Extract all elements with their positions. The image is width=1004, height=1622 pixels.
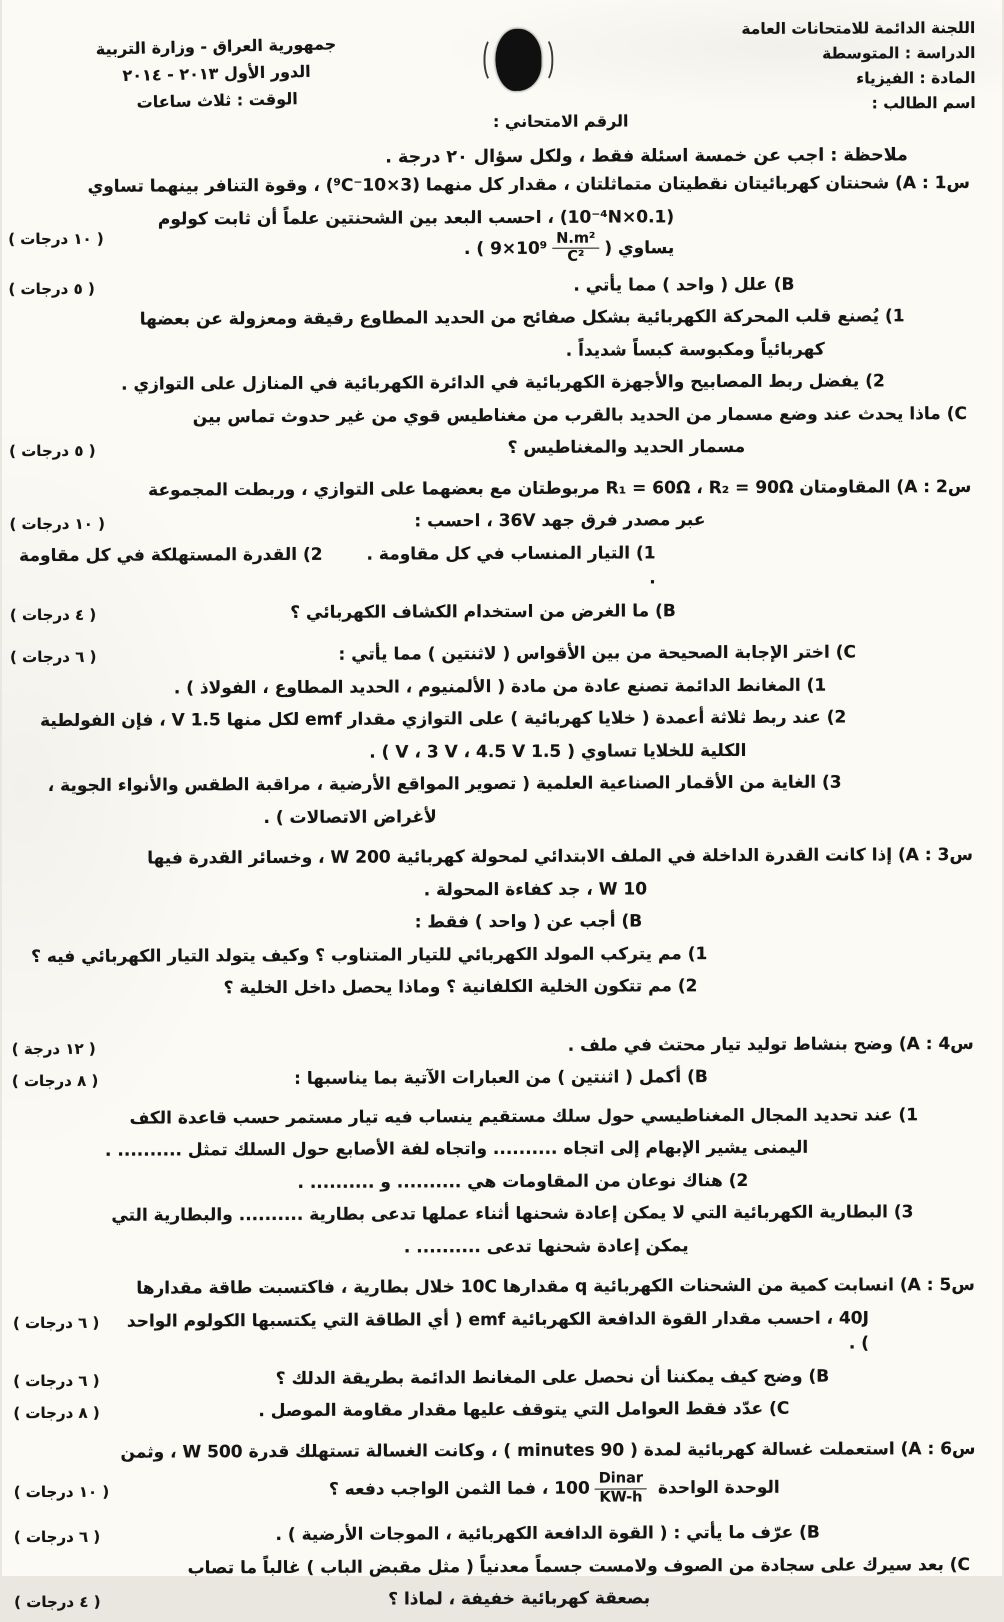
q5-b-marks: ( ٦ درجات ): [13, 1371, 100, 1390]
seal-stamp-icon: [486, 24, 550, 96]
q3-b-item2-text: 2) مم تتكون الخلية الكلفانية ؟ وماذا يحصل داخل الخلية ؟: [223, 976, 698, 999]
q1-c-line2: [1, 434, 1001, 471]
unit-price-value: 100: [554, 1478, 590, 1499]
q6-a-line2-question: ، فما الثمن الواجب دفعه ؟: [328, 1478, 549, 1500]
header-committee-block: [655, 16, 975, 118]
q5-c-marks: ( ٨ درجات ): [13, 1404, 100, 1423]
exam-time: الوقت : ثلاث ساعات: [136, 89, 298, 113]
q1-c-marks: ( ٥ درجات ): [9, 442, 96, 461]
q2-a-line2: [1, 507, 1001, 544]
q5-a-line2: [5, 1306, 1004, 1368]
q1-b-text: B) علل ( واحد ) مما يأتي .: [573, 274, 795, 296]
q1-a-line1-text: س1 : A) شحنتان كهربائيتان نقطيتان متماثلتان ، مقدار كل منهما (3×10⁻⁹C) ، وقوة التنافر بينهما تساوي: [87, 172, 971, 197]
q1-a-line2-lead: (0.1×10⁻⁴N) ، احسب البعد بين الشحنتين علماً أن ثابت كولوم يساوي: [157, 206, 675, 259]
q2-c-item1-text: 1) المغانط الدائمة تصنع عادة من مادة ( الألمنيوم ، الحديد المطاوع ، الفولاذ ) .: [173, 675, 827, 699]
student-name-label: اسم الطالب :: [871, 94, 976, 113]
q2-c-line: [2, 640, 1002, 677]
q1-b-item1-line1: [1, 304, 1001, 341]
header-center-block: [381, 17, 655, 131]
q6-a-marks: ( ١٠ درجات ): [13, 1482, 110, 1502]
q3-a-line2: [3, 876, 1003, 913]
dinar-per-kwh-fraction: [595, 1471, 647, 1507]
committee-name: اللجنة الدائمة للامتحانات العامة: [741, 18, 976, 38]
q2-a-marks: ( ١٠ درجات ): [9, 515, 106, 534]
fraction-numerator: Dinar: [595, 1471, 647, 1490]
exam-sheet: [2, 0, 1002, 1612]
q3-b-line: [3, 908, 1003, 945]
q1-b-item2-line: [1, 369, 1001, 406]
q4-a-marks: ( ١٢ درجة ): [11, 1039, 96, 1058]
q3-a-line1: [3, 843, 1003, 880]
q2-b-text: B) ما الغرض من استخدام الكشاف الكهربائي ؟: [290, 601, 676, 623]
q1-b-item1-text: 1) يُصنع قلب المحركة الكهربائية بشكل صفائح من الحديد المطاوع رقيقة ومعزولة عن بعضها: [139, 306, 905, 330]
q4-b-item3-cont: يمكن إعادة شحنها تدعى .......... .: [403, 1235, 689, 1258]
unit-price-expression: [554, 1471, 652, 1507]
q6-b-marks: ( ٦ درجات ): [13, 1527, 101, 1547]
coulomb-coefficient: ( 9×10⁹: [476, 238, 548, 259]
q5-a-line2-text: 40J ، احسب مقدار القوة الدافعة الكهربائية emf ( أي الطاقة التي يكتسبها الكولوم الواحد ) .: [126, 1308, 870, 1354]
q3-b-text: B) أجب عن ( واحد ) فقط :: [414, 911, 643, 933]
q1-c-text: C) ماذا يحدث عند وضع مسمار من الحديد بالقرب من مغناطيس قوي من غير حدوث تماس بين: [192, 403, 968, 428]
q1-c-cont: مسمار الحديد والمغناطيس ؟: [507, 437, 746, 459]
subject-name: المادة : الفيزياء: [856, 69, 976, 88]
q5-b-line: [5, 1364, 1004, 1401]
q1-c-line1: [1, 402, 1001, 439]
q6-unit-price-lead: الوحدة الواحدة: [657, 1477, 780, 1499]
fraction-numerator: N.m²: [552, 231, 599, 250]
q6-b-text: B) عرّف ما يأتي : ( القوة الدافعة الكهربائية ، الموجات الأرضية ) .: [275, 1522, 820, 1546]
q6-c-line2: [6, 1585, 1004, 1622]
fraction-denominator: KW-h: [599, 1489, 643, 1506]
q4-b-line: [4, 1064, 1004, 1101]
q1-b-item1-line2: [1, 337, 1001, 374]
q2-b-marks: ( ٤ درجات ): [9, 605, 97, 624]
q5-a-marks: ( ٦ درجات ): [12, 1313, 100, 1332]
q2-c-item2-text: 2) عند ربط ثلاثة أعمدة ( خلايا كهربائية ) على التوازي مقدار emf لكل منها 1.5 V ، فإن الفولطية: [40, 707, 847, 732]
q2-a-line1: [1, 475, 1001, 512]
q6-a-line2: [6, 1469, 1004, 1516]
q4-b-text: B) أكمل ( اثنتين ) من العبارات الآتية بما يناسبها :: [294, 1067, 708, 1090]
q1-b-item1-cont: كهربائياً ومكبوسة كبساً شديداً .: [565, 339, 825, 361]
coulomb-constant-expression: [476, 231, 612, 267]
q6-b-line: [6, 1520, 1004, 1557]
q4-b-item3-line2: [5, 1233, 1004, 1270]
q2-c-text: C) اختر الإجابة الصحيحة من بين الأقواس ( لاثنتين ) مما يأتي :: [338, 642, 857, 665]
q1-a-line2: [0, 203, 1000, 276]
country-ministry: جمهورية العراق - وزارة التربية: [95, 34, 337, 59]
q5-a-line1: [5, 1273, 1004, 1310]
exam-round: الدور الأول ٢٠١٣ - ٢٠١٤: [122, 62, 311, 86]
q2-b-line: [2, 598, 1002, 635]
q3-b-item2: [3, 973, 1003, 1010]
coulomb-close-paren: ): [604, 238, 613, 259]
q1-a-line2-text: [116, 203, 974, 268]
exam-number-label: الرقم الامتحاني :: [492, 111, 629, 132]
q5-a-line1-text: س5 : A) انسابت كمية من الشحنات الكهربائية q مقدارها 10C خلال بطارية ، فاكتسبت طاقة مقدارها: [136, 1275, 975, 1299]
q3-a-line2-text: 10 W ، جد كفاءة المحولة .: [423, 879, 648, 901]
q3-a-line1-text: س3 : A) إذا كانت القدرة الداخلة في الملف الابتدائي لمحولة كهربائية 200 W ، وخسائر القدرة فيها: [147, 845, 973, 869]
q4-b-item1-cont: اليمنى يشير الإبهام إلى اتجاه .......... واتجاه لفة الأصابع حول السلك تمثل .......... .: [104, 1137, 809, 1162]
q2-c-item1: [2, 673, 1002, 710]
q1-a-line1: [0, 171, 1000, 208]
q6-a-line1-text: س6 : A) استعملت غسالة كهربائية لمدة ( 90 minutes ) ، وكانت الغسالة تستهلك قدرة 500 W ، وثمن: [120, 1438, 976, 1463]
fraction-denominator: C²: [567, 249, 585, 266]
q5-b-text: B) وضح كيف يمكننا أن نحصل على المغانط الدائمة بطريقة الدلك ؟: [275, 1366, 830, 1389]
q4-a-line: [4, 1032, 1004, 1069]
q1-a-marks: ( ١٠ درجات ): [8, 229, 104, 249]
q4-b-item1-text: 1) عند تحديد المجال المغناطيسي حول سلك مستقيم ينساب فيه تيار مستمر حسب قاعدة الكف: [129, 1104, 919, 1129]
q1-b-item2-text: 2) يفضل ربط المصابيح والأجهزة الكهربائية في الدائرة الكهربائية في المنازل على التوازي .: [121, 371, 885, 395]
q2-c-item2-line1: [2, 705, 1002, 742]
q6-c-cont: بصعقة كهربائية خفيفة ، لماذا ؟: [388, 1588, 651, 1610]
q6-c-line1: [6, 1552, 1004, 1589]
q3-b-item1: [3, 941, 1003, 978]
q6-c-text: C) بعد سيرك على سجادة من الصوف ولامست جسماً معدنياً ( مثل مقبض الباب ) غالباً ما تصاب: [187, 1554, 971, 1578]
q2-a-items: [2, 540, 1002, 602]
q2-c-item3-line1: [3, 770, 1003, 807]
q4-b-item3-line1: [4, 1200, 1004, 1237]
q2-a-item2: 2) القدرة المستهلكة في كل مقاومة .: [19, 544, 656, 589]
q2-a-items-text: [10, 540, 976, 595]
q4-b-item2-text: 2) هناك نوعان من المقاومات هي .......... و .......... .: [297, 1170, 749, 1193]
q4-b-marks: ( ٨ درجات ): [11, 1072, 99, 1091]
q4-b-item3-text: 3) البطارية الكهربائية التي لا يمكن إعادة شحنها أثناء عملها تدعى بطارية .......... والبطارية التي: [111, 1202, 914, 1226]
header-ministry-block: [16, 15, 382, 118]
q2-c-item2-cont: الكلية للخلايا تساوي ( 1.5 V ، 3 V ، 4.5 V ) .: [369, 740, 747, 763]
q4-b-item2-line: [4, 1168, 1004, 1205]
page-header: [0, 10, 1000, 133]
q6-a-line1: [5, 1437, 1004, 1474]
q3-b-item1-text: 1) مم يتركب المولد الكهربائي للتيار المتناوب ؟ وكيف يتولد التيار الكهربائي فيه ؟: [31, 943, 708, 967]
q2-c-item3-text: 3) الغاية من الأقمار الصناعية العلمية ( تصوير المواقع الأرضية ، مراقبة الطقس والأنواء الجوية ،: [47, 772, 842, 797]
q2-a-line1-text: س2 : A) المقاومتان R₁ = 60Ω ، R₂ = 90Ω مربوطتان مع بعضهما على التوازي ، وربطت المجموعة: [148, 476, 972, 501]
q1-b-marks: ( ٥ درجات ): [8, 279, 95, 298]
q5-c-line: [5, 1396, 1004, 1433]
instructions-note: ملاحظة : اجب عن خمسة اسئلة فقط ، ولكل سؤال ٢٠ درجة .: [385, 145, 908, 168]
seal-blob: [495, 29, 541, 91]
q6-c-marks: ( ٤ درجات ): [14, 1592, 101, 1612]
q1-b-line: [0, 272, 1000, 309]
coulomb-units-fraction: [552, 231, 599, 267]
q2-c-item3-line2: [3, 803, 1003, 840]
q2-a-line2-text: عبر مصدر فرق جهد 36V ، احسب :: [414, 510, 706, 532]
q5-c-text: C) عدّد فقط العوامل التي يتوقف عليها مقدار مقاومة الموصل .: [258, 1399, 790, 1422]
q2-a-item1: 1) التيار المنساب في كل مقاومة .: [366, 543, 656, 565]
q4-a-text: س4 : A) وضح بنشاط توليد تيار محتث في ملف .: [567, 1033, 974, 1056]
q1-a-line2-period: .: [463, 239, 471, 260]
study-level: الدراسة : المتوسطة: [822, 44, 976, 63]
q2-c-marks: ( ٦ درجات ): [9, 648, 97, 667]
q2-c-item2-line2: [2, 738, 1002, 775]
q4-b-item1-line2: [4, 1135, 1004, 1172]
q6-a-line2-text: [122, 1469, 980, 1509]
q2-c-item3-cont: لأغراض الاتصالات ) .: [263, 807, 437, 828]
q4-b-item1-line1: [4, 1103, 1004, 1140]
